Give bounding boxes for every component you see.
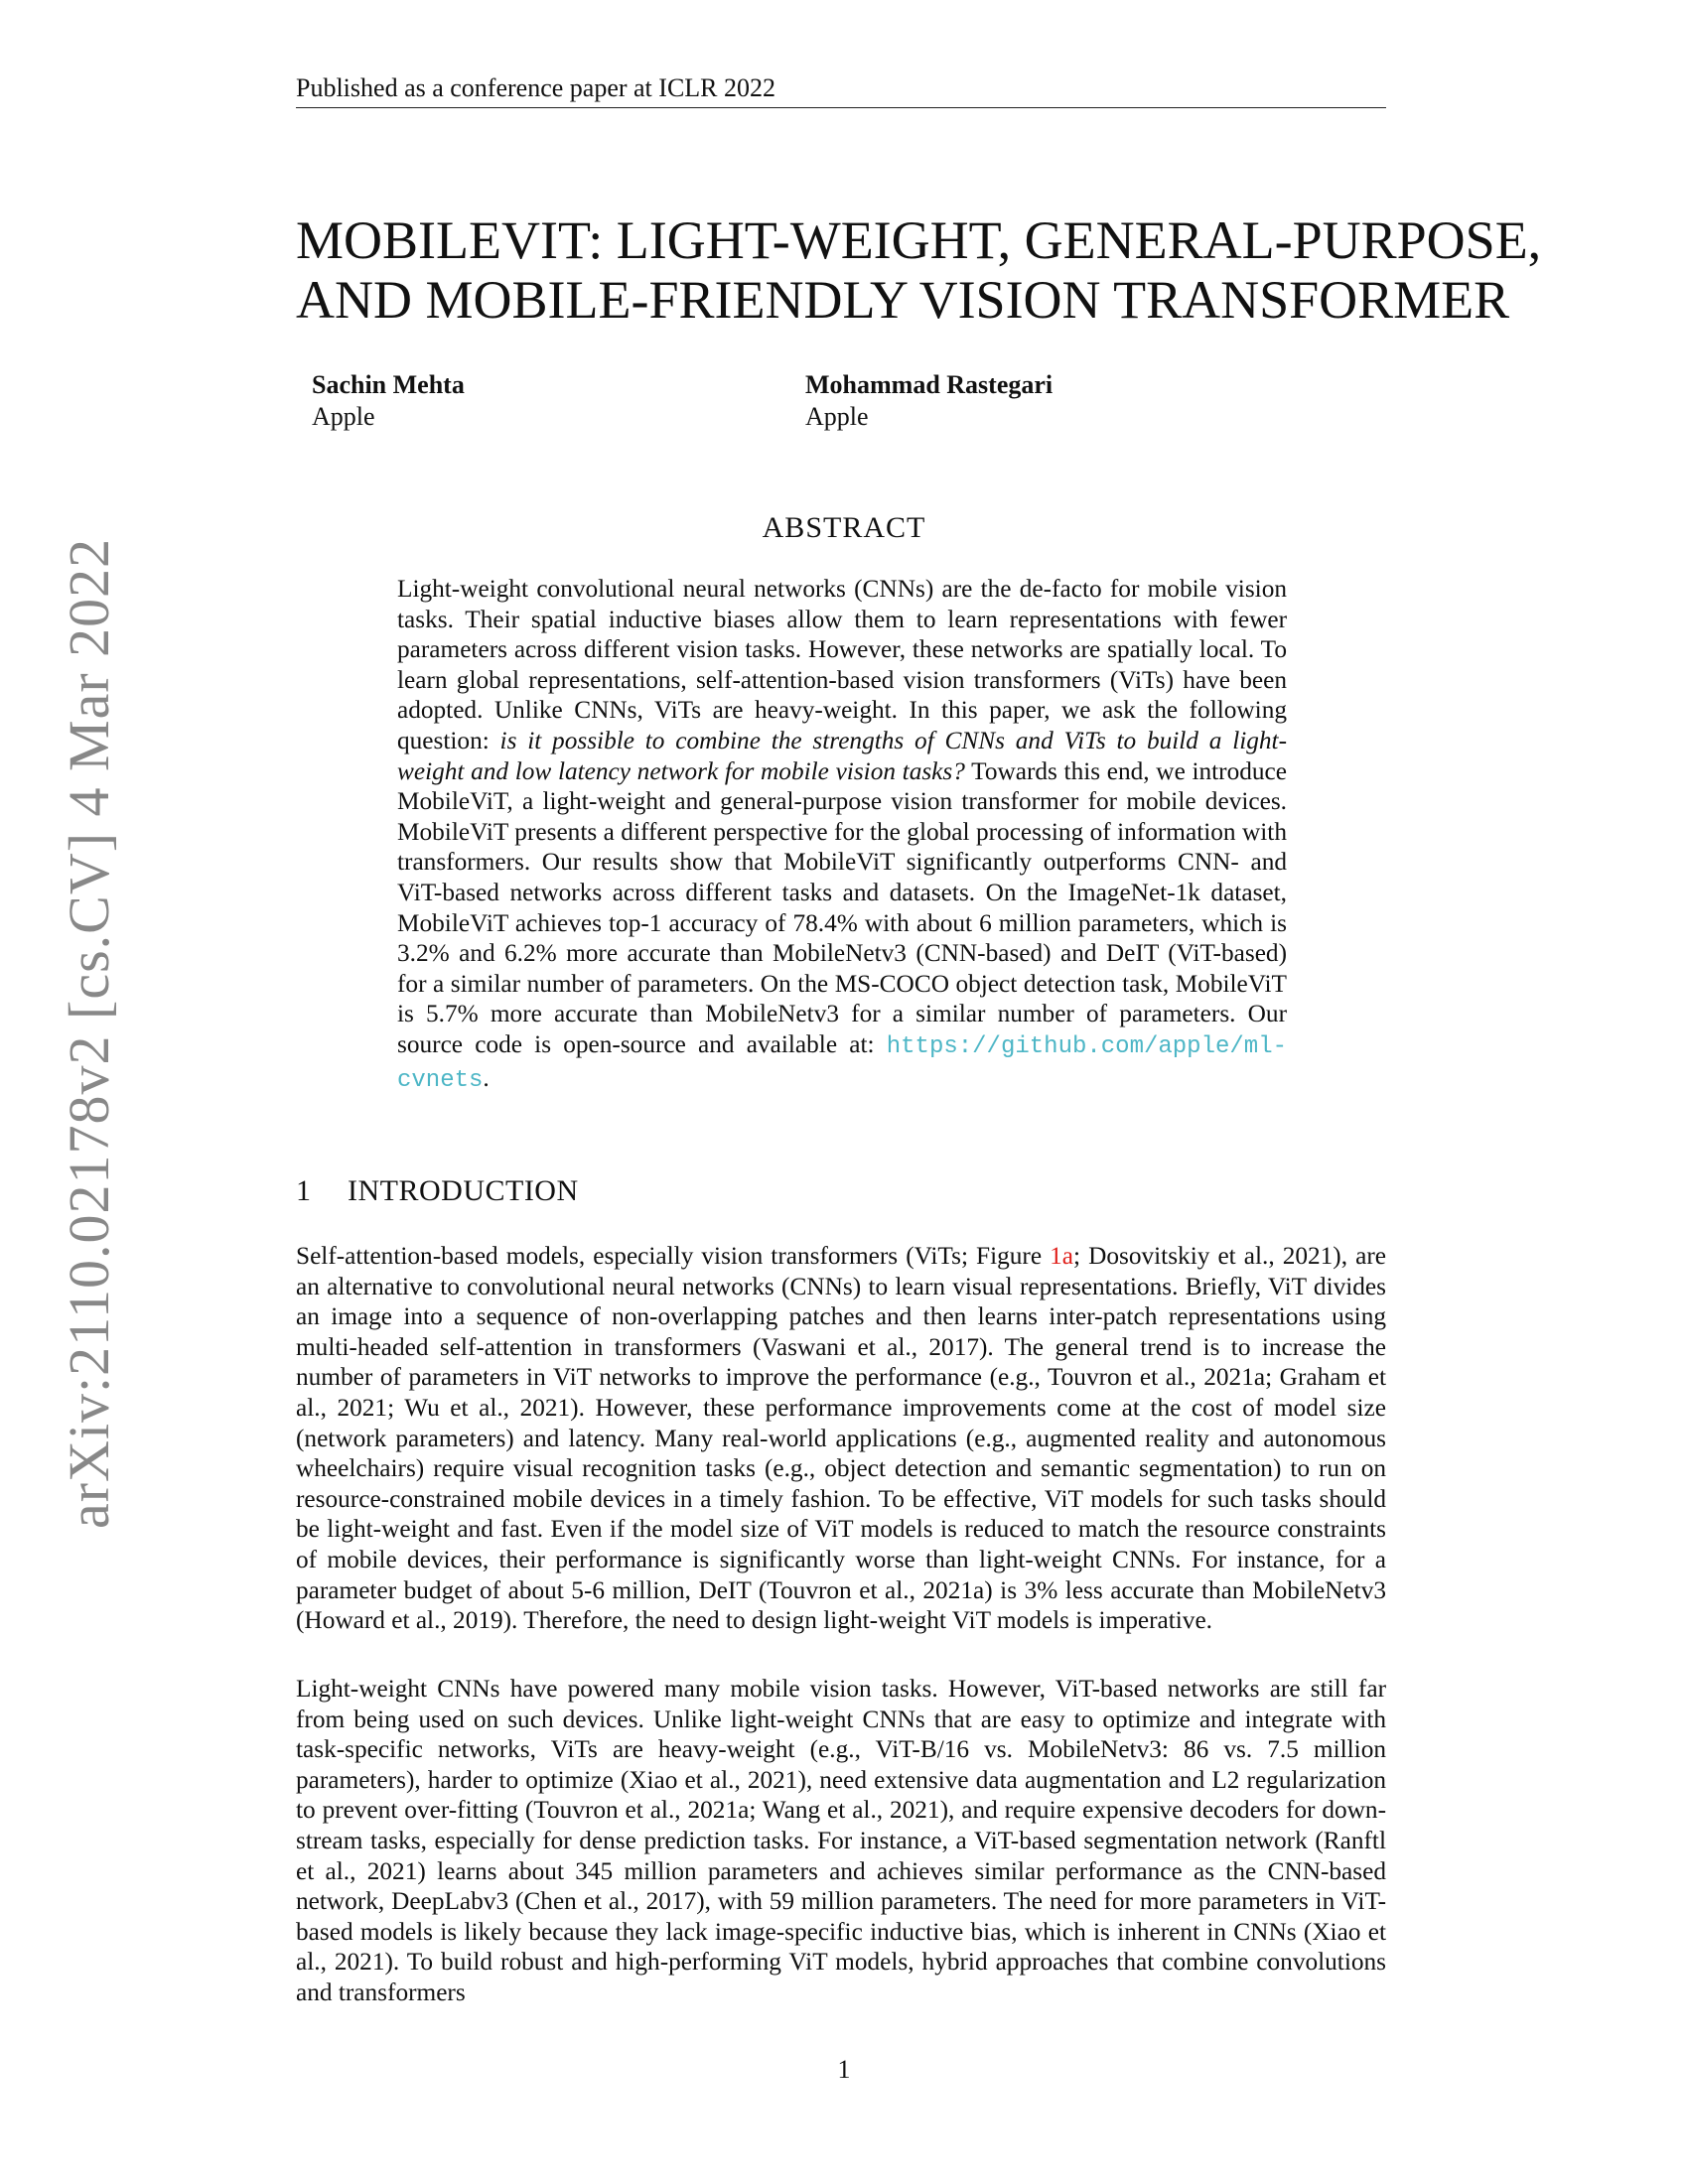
abstract-text-2: Towards this end, we introduce MobileViT, a light-weight and general-purpose vision transformer for mobile devices. MobileViT presents a different perspective for the global processing of information with transformers. Our results show that MobileViT significantly outperforms CNN- and ViT-based networks across different tasks and datasets. On the ImageNet-1k dataset, MobileViT achieves top-1 accuracy of 78.4% with about 6 million parameters, which is 3.2% and 6.2% more accurate than MobileNetv3 (CNN-based) and DeIT (ViT-based) for a similar number of parameters. On the MS-COCO object detection task, MobileViT is 5.7% more accurate than MobileNetv3 for a similar number of parameters. Our source code is open-source and available at: [397,756,1288,1058]
author-1 [312,369,465,433]
author-name: Mohammad Rastegari [805,370,1054,399]
paragraph-text: Self-attention-based models, especially vision transformers (ViTs; Figure [296,1242,1051,1270]
abstract-text: Light-weight convolutional neural networks (CNNs) are the de-facto for mobile vision tasks. Their spatial inductive biases allow them to learn representations with fewer parameters across different vision tasks. However, these networks are spatially local. To learn global representations, self-attention-based vision transformers (ViTs) have been adopted. Unlike CNNs, ViTs are heavy-weight. In this paper, we ask the following question: [397,575,1287,754]
intro-paragraph-2: Light-weight CNNs have powered many mobile vision tasks. However, ViT-based networks are still far from being used on such devices. Unlike light-weight CNNs that are easy to optimize and integrate with task-specific networks, ViTs are heavy-weight (e.g., ViT-B/16 vs. MobileNetv3: 86 vs. 7.5 million parameters), harder to optimize (Xiao et al., 2021), need extensive data augmentation and L2 regularization to prevent over-fitting (Touvron et al., 2021a; Wang et al., 2021), and require expensive decoders for down-stream tasks, especially for dense prediction tasks. For instance, a ViT-based segmentation network (Ranftl et al., 2021) learns about 345 million parameters and achieves similar performance as the CNN-based network, DeepLabv3 (Chen et al., 2017), with 59 million parameters. The need for more parameters in ViT-based models is likely because they lack image-specific inductive bias, which is inherent in CNNs (Xiao et al., 2021). To build robust and high-performing ViT models, hybrid approaches that combine convolutions and transformers [296,1675,1386,2006]
section-heading [296,1174,579,1208]
author-affiliation: Apple [805,402,869,431]
paper-title [296,210,1542,330]
arxiv-identifier: arXiv:2110.02178v2 [cs.CV] 4 Mar 2022 [57,537,121,1529]
author-name: Sachin Mehta [312,370,465,399]
abstract-end: . [483,1063,490,1092]
abstract-body [397,574,1287,1096]
paragraph-text: ; Dosovitskiy et al., 2021), are an alternative to convolutional neural networks (CNNs) to learn visual representations. Briefly, ViT divides an image into a sequence of non-overlapping patches and then learns inter-patch representations using multi-headed self-attention in transformers (Vaswani et al., 2017). The general trend is to increase the number of parameters in ViT networks to improve the performance (e.g., Touvron et al., 2021a; Graham et al., 2021; Wu et al., 2021). However, these performance improvements come at the cost of model size (network parameters) and latency. Many real-world applications (e.g., augmented reality and autonomous wheelchairs) require visual recognition tasks (e.g., object detection and semantic segmentation) to run on resource-constrained mobile devices in a timely fashion. To be effective, ViT models for such tasks should be light-weight and fast. Even if the model size of ViT models is reduced to match the resource constraints of mobile devices, their performance is significantly worse than light-weight CNNs. For instance, for a parameter budget of about 5-6 million, DeIT (Touvron et al., 2021a) is 3% less accurate than MobileNetv3 (Howard et al., 2019). Therefore, the need to design light-weight ViT models is imperative. [296,1242,1386,1635]
title-line-2: AND MOBILE-FRIENDLY VISION TRANSFORMER [296,270,1510,330]
running-header: Published as a conference paper at ICLR 2022 [296,69,1386,108]
code-link[interactable]: https://github.com/apple/ml-cvnets [397,1032,1287,1094]
intro-paragraph-1 [296,1241,1386,1636]
section-title: INTRODUCTION [348,1174,579,1207]
section-number: 1 [296,1174,312,1207]
figure-reference-link[interactable]: 1a [1050,1242,1074,1270]
abstract-question: is it possible to combine the strengths of CNNs and ViTs to build a light-weight and low latency network for mobile vision tasks? [397,726,1287,785]
abstract-heading: ABSTRACT [762,511,926,544]
title-line-1: MOBILEVIT: LIGHT-WEIGHT, GENERAL-PURPOSE, [296,210,1542,270]
page-number: 1 [837,2055,851,2084]
author-2 [805,369,1053,433]
author-affiliation: Apple [312,402,375,431]
